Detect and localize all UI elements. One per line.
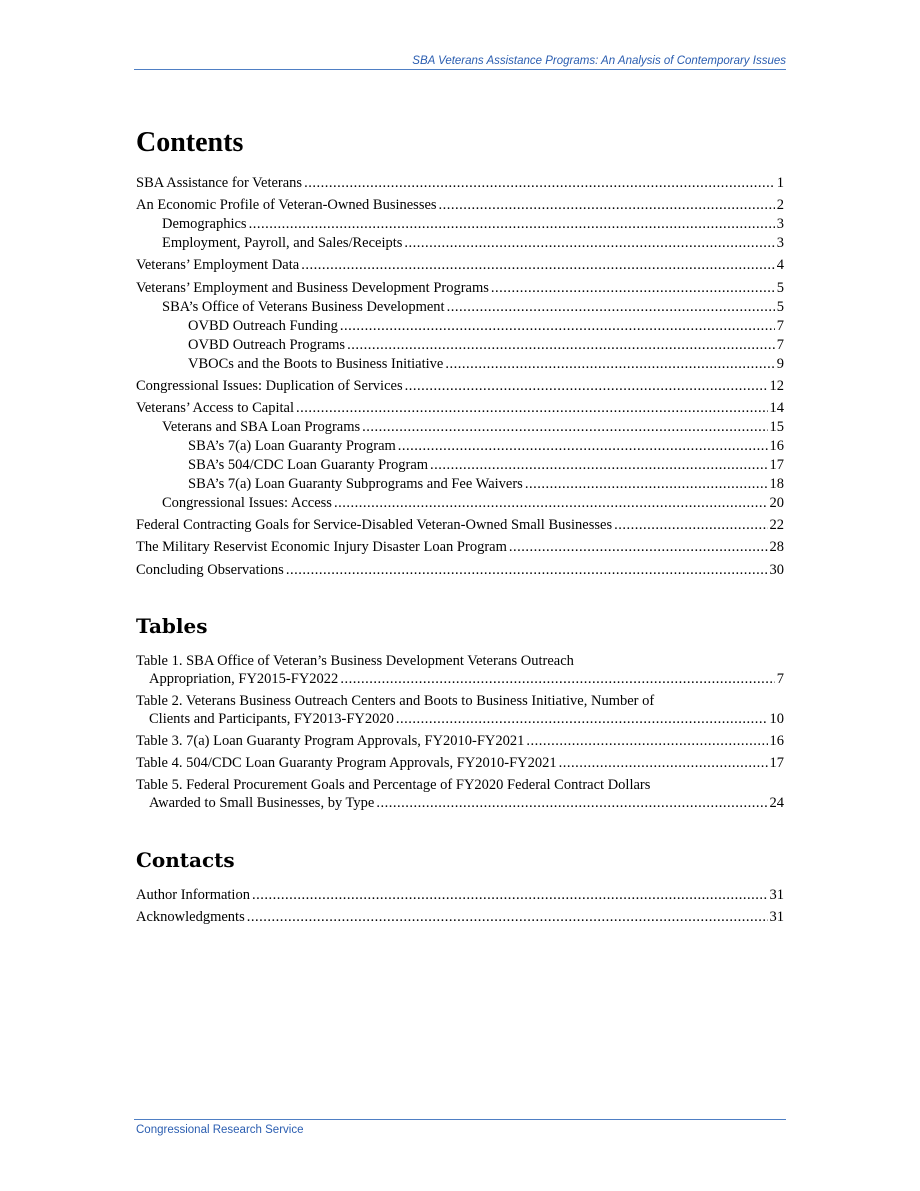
toc-page-number: 1: [776, 175, 784, 191]
table-entry-label: Awarded to Small Businesses, by Type: [149, 795, 375, 812]
table-entry-title-line1: Table 2. Veterans Business Outreach Centers and Boots to Business Initiative, Number of: [136, 692, 655, 709]
dot-leader: [304, 174, 775, 192]
toc-entry-label: Veterans and SBA Loan Programs: [162, 418, 361, 435]
toc-page-number: 4: [776, 257, 784, 274]
toc-entry-label: Demographics: [162, 216, 247, 233]
toc-entry[interactable]: [136, 538, 784, 556]
table-entry-label: Table 4. 504/CDC Loan Guaranty Program Approvals, FY2010-FY2021: [136, 755, 557, 772]
table-entry-title-line2: [136, 794, 784, 812]
header-rule: [134, 69, 786, 70]
dot-leader: [445, 355, 774, 373]
toc-entry[interactable]: [136, 494, 784, 512]
toc-entry[interactable]: [136, 475, 784, 493]
toc-entry[interactable]: [136, 456, 784, 474]
dot-leader: [405, 377, 768, 395]
contacts-heading: Contacts: [136, 848, 235, 873]
toc-page-number: 14: [769, 399, 784, 416]
toc-entry-label: Veterans’ Access to Capital: [136, 399, 294, 416]
table-entry-label: Clients and Participants, FY2013-FY2020: [149, 710, 394, 727]
toc-page-number: 17: [769, 755, 784, 772]
toc-entry[interactable]: [136, 561, 784, 579]
toc-entry[interactable]: [136, 399, 784, 417]
table-entry-label: Table 3. 7(a) Loan Guaranty Program Approvals, FY2010-FY2021: [136, 732, 525, 749]
contents-heading: Contents: [136, 127, 244, 158]
toc-entry-label: SBA’s 7(a) Loan Guaranty Subprograms and Fee Waivers: [188, 475, 523, 492]
toc-page-number: 16: [769, 437, 784, 454]
dot-leader: [398, 437, 768, 455]
toc-entry-label: OVBD Outreach Funding: [188, 317, 338, 334]
toc-page-number: 30: [769, 561, 784, 578]
toc-page-number: 10: [769, 710, 784, 727]
toc-entry[interactable]: [136, 516, 784, 534]
toc-entry-label: Employment, Payroll, and Sales/Receipts: [162, 235, 403, 252]
toc-entry-label: SBA’s Office of Veterans Business Development: [162, 298, 445, 315]
toc-entry[interactable]: [136, 256, 784, 274]
dot-leader: [247, 908, 768, 926]
toc-entry-label: Veterans’ Employment Data: [136, 257, 300, 274]
toc-entry-label: SBA’s 504/CDC Loan Guaranty Program: [188, 456, 429, 473]
toc-entry-label: The Military Reservist Economic Injury Disaster Loan Program: [136, 539, 507, 556]
dot-leader: [430, 456, 767, 474]
toc-page-number: 9: [776, 355, 784, 372]
toc-page-number: 15: [769, 418, 784, 435]
toc-entry-label: Congressional Issues: Duplication of Services: [136, 377, 403, 394]
dot-leader: [509, 538, 768, 556]
table-entry-title-line1: Table 1. SBA Office of Veteran’s Business Development Veterans Outreach: [136, 652, 574, 669]
toc-entry-label: SBA’s 7(a) Loan Guaranty Program: [188, 437, 396, 454]
dot-leader: [286, 561, 768, 579]
toc-entry[interactable]: [136, 215, 784, 233]
table-entry-title-line2: [136, 710, 784, 728]
toc-page-number: 7: [776, 336, 784, 353]
table-entry-title-line1: Table 5. Federal Procurement Goals and Percentage of FY2020 Federal Contract Dollars: [136, 777, 651, 794]
tables-section: [136, 613, 784, 813]
table-list-entry[interactable]: [136, 652, 784, 688]
toc-page-number: 2: [776, 197, 784, 214]
dot-leader: [439, 196, 775, 214]
toc-page-number: 3: [776, 235, 784, 252]
footer-rule: [134, 1119, 786, 1120]
toc-page-number: 28: [769, 539, 784, 556]
footer-organization: Congressional Research Service: [136, 1124, 304, 1136]
contacts-entry[interactable]: [136, 886, 784, 904]
toc-entry-label: Veterans’ Employment and Business Development Programs: [136, 279, 489, 296]
tables-heading: Tables: [136, 613, 208, 638]
toc-page-number: 7: [776, 317, 784, 334]
toc-entry[interactable]: [136, 279, 784, 297]
toc-entry[interactable]: [136, 437, 784, 455]
contents-list: [136, 174, 784, 579]
toc-entry[interactable]: [136, 418, 784, 436]
toc-page-number: 5: [776, 298, 784, 315]
dot-leader: [340, 670, 774, 688]
dot-leader: [296, 399, 768, 417]
toc-entry[interactable]: [136, 336, 784, 354]
contacts-list: [136, 886, 784, 926]
toc-entry-label: Federal Contracting Goals for Service-Disabled Veteran-Owned Small Businesses: [136, 517, 613, 534]
contacts-entry[interactable]: [136, 908, 784, 926]
toc-page-number: 16: [769, 732, 784, 749]
running-header: SBA Veterans Assistance Programs: An Analysis of Contemporary Issues: [412, 55, 786, 67]
toc-page-number: 18: [769, 475, 784, 492]
toc-page-number: 31: [769, 909, 784, 926]
toc-page-number: 3: [776, 216, 784, 233]
table-entry-title-line2: [136, 754, 784, 772]
toc-page-number: 12: [769, 377, 784, 394]
toc-entry-label: OVBD Outreach Programs: [188, 336, 346, 353]
table-list-entry[interactable]: [136, 754, 784, 772]
dot-leader: [347, 336, 775, 354]
toc-entry-label: VBOCs and the Boots to Business Initiative: [188, 355, 444, 372]
toc-entry-label: An Economic Profile of Veteran-Owned Businesses: [136, 197, 437, 214]
dot-leader: [249, 215, 775, 233]
table-entry-title-line2: [136, 670, 784, 688]
toc-page-number: 17: [769, 456, 784, 473]
dot-leader: [340, 317, 775, 335]
toc-entry-label: Congressional Issues: Access: [162, 494, 332, 511]
dot-leader: [334, 494, 768, 512]
dot-leader: [559, 754, 768, 772]
table-entry-title-line2: [136, 732, 784, 750]
contacts-section: [136, 847, 784, 926]
toc-entry[interactable]: [136, 298, 784, 316]
dot-leader: [252, 886, 768, 904]
toc-page-number: 20: [769, 494, 784, 511]
toc-entry-label: Concluding Observations: [136, 561, 284, 578]
dot-leader: [301, 256, 775, 274]
table-list-entry[interactable]: [136, 776, 784, 812]
dot-leader: [396, 710, 768, 728]
page-content: [136, 120, 784, 926]
toc-page-number: 7: [776, 670, 784, 687]
dot-leader: [526, 732, 767, 750]
tables-list: [136, 652, 784, 813]
toc-entry[interactable]: [136, 317, 784, 335]
table-entry-label: Appropriation, FY2015-FY2022: [149, 670, 339, 687]
contacts-entry-label: Author Information: [136, 887, 250, 904]
table-list-entry[interactable]: [136, 732, 784, 750]
dot-leader: [614, 516, 767, 534]
toc-entry[interactable]: [136, 355, 784, 373]
dot-leader: [525, 475, 768, 493]
toc-entry[interactable]: [136, 377, 784, 395]
toc-page-number: 24: [769, 795, 784, 812]
toc-page-number: 31: [769, 887, 784, 904]
dot-leader: [362, 418, 767, 436]
dot-leader: [491, 279, 775, 297]
dot-leader: [376, 794, 767, 812]
toc-entry[interactable]: [136, 174, 784, 192]
contacts-entry-label: Acknowledgments: [136, 909, 245, 926]
toc-entry[interactable]: [136, 234, 784, 252]
toc-entry-label: SBA Assistance for Veterans: [136, 175, 303, 191]
toc-page-number: 5: [776, 279, 784, 296]
table-list-entry[interactable]: [136, 692, 784, 728]
toc-entry[interactable]: [136, 196, 784, 214]
dot-leader: [447, 298, 775, 316]
dot-leader: [404, 234, 774, 252]
toc-page-number: 22: [769, 517, 784, 534]
